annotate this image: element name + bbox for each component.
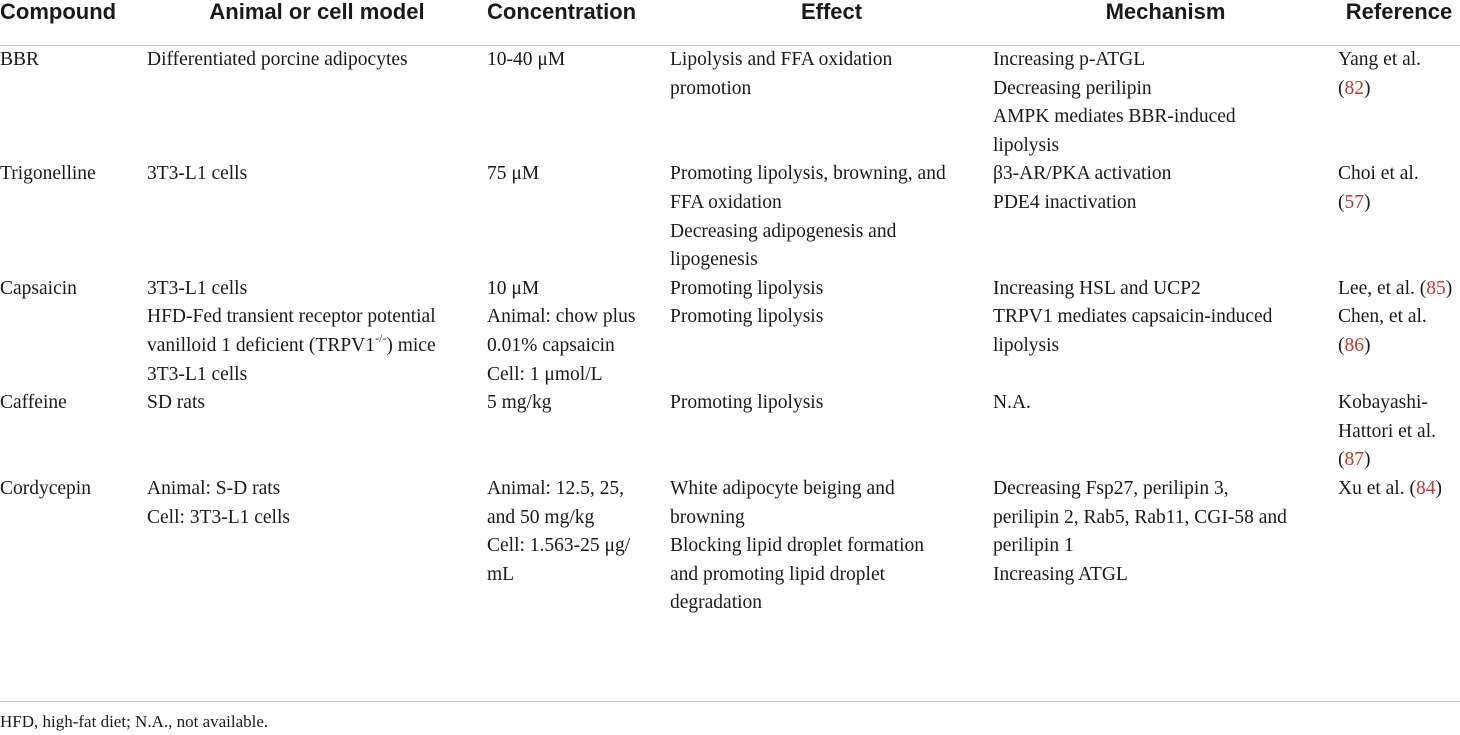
mechanism-cell bbox=[993, 303, 1338, 389]
table-row bbox=[0, 303, 1460, 389]
text-line: AMPK mediates BBR-induced bbox=[993, 106, 1236, 128]
paren: ( bbox=[1338, 449, 1345, 471]
text-line: Decreasing perilipin bbox=[993, 77, 1152, 99]
reference-link[interactable]: 87 bbox=[1344, 449, 1364, 471]
effect-cell bbox=[670, 275, 993, 304]
mechanism-cell bbox=[993, 160, 1338, 274]
text-line: Decreasing Fsp27, perilipin 3, bbox=[993, 477, 1229, 499]
model-cell bbox=[147, 475, 487, 618]
concentration-cell bbox=[487, 46, 670, 161]
mechanism-cell bbox=[993, 475, 1338, 618]
text-line: N.A. bbox=[993, 392, 1031, 414]
mechanism-cell bbox=[993, 46, 1338, 161]
paren: ( bbox=[1338, 334, 1345, 356]
reference-authors: Hattori et al. bbox=[1338, 420, 1437, 442]
reference-authors: Choi et al. bbox=[1338, 163, 1419, 185]
table-row bbox=[0, 475, 1460, 618]
text-line: Increasing p-ATGL bbox=[993, 49, 1146, 70]
header-concentration: Concentration bbox=[487, 0, 670, 46]
reference-cell bbox=[1338, 389, 1460, 475]
text-line: Lipolysis and FFA oxidation bbox=[670, 49, 893, 70]
model-cell bbox=[147, 303, 487, 389]
reference-cell bbox=[1338, 160, 1460, 274]
text-line: lipolysis bbox=[993, 134, 1060, 156]
header-compound: Compound bbox=[0, 0, 147, 46]
text-line: ) mice bbox=[386, 334, 436, 356]
text-line: Cell: 1 μmol/L bbox=[487, 363, 603, 385]
paren: ) bbox=[1435, 477, 1442, 499]
table-row bbox=[0, 160, 1460, 274]
reference-cell bbox=[1338, 275, 1460, 304]
text-line: Increasing HSL and UCP2 bbox=[993, 277, 1201, 299]
text-line: 75 μM bbox=[487, 163, 540, 185]
effect-cell bbox=[670, 160, 993, 274]
reference-authors: Yang et al. bbox=[1338, 49, 1422, 70]
reference-cell bbox=[1338, 303, 1460, 389]
concentration-cell bbox=[487, 160, 670, 274]
header-mechanism: Mechanism bbox=[993, 0, 1338, 46]
reference-link[interactable]: 57 bbox=[1344, 191, 1364, 213]
table-row bbox=[0, 389, 1460, 475]
paren: ) bbox=[1364, 191, 1371, 213]
text-line: 3T3-L1 cells bbox=[147, 363, 248, 385]
reference-cell bbox=[1338, 46, 1460, 161]
effect-cell bbox=[670, 46, 993, 161]
paren: ( bbox=[1409, 477, 1416, 499]
text-line: lipolysis bbox=[993, 334, 1060, 356]
reference-link[interactable]: 86 bbox=[1344, 334, 1364, 356]
text-line: browning bbox=[670, 506, 745, 528]
text-line: Blocking lipid droplet formation bbox=[670, 535, 925, 557]
compound-cell: Caffeine bbox=[0, 392, 67, 414]
reference-cell bbox=[1338, 475, 1460, 618]
text-line: White adipocyte beiging and bbox=[670, 477, 895, 499]
paren: ) bbox=[1364, 77, 1371, 99]
table-row bbox=[0, 275, 1460, 304]
superscript: -/- bbox=[375, 331, 387, 346]
text-line: 5 mg/kg bbox=[487, 392, 552, 414]
reference-link[interactable]: 82 bbox=[1344, 77, 1364, 99]
paren: ) bbox=[1364, 334, 1371, 356]
model-cell bbox=[147, 46, 487, 161]
table-footnote: HFD, high-fat diet; N.A., not available. bbox=[0, 712, 269, 731]
text-line: perilipin 2, Rab5, Rab11, CGI-58 and bbox=[993, 506, 1287, 528]
effect-cell bbox=[670, 475, 993, 618]
text-line: PDE4 inactivation bbox=[993, 191, 1137, 213]
text-line: Decreasing adipogenesis and bbox=[670, 220, 897, 242]
text-line: and 50 mg/kg bbox=[487, 506, 595, 528]
reference-authors: Xu et al. bbox=[1338, 477, 1405, 499]
text-line: promotion bbox=[670, 77, 752, 99]
footer-divider bbox=[0, 701, 1460, 702]
text-line: β3-AR/PKA activation bbox=[993, 163, 1172, 185]
reference-authors: Chen, et al. bbox=[1338, 306, 1427, 328]
compound-cell bbox=[0, 303, 147, 389]
text-line: perilipin 1 bbox=[993, 535, 1074, 557]
table-row bbox=[0, 46, 1460, 161]
text-line: Animal: S-D rats bbox=[147, 477, 281, 499]
compound-cell: Cordycepin bbox=[0, 477, 91, 499]
text-line: 3T3-L1 cells bbox=[147, 277, 248, 299]
text-line: HFD-Fed transient receptor potential bbox=[147, 306, 436, 328]
model-cell bbox=[147, 160, 487, 274]
header-model: Animal or cell model bbox=[147, 0, 487, 46]
paren: ( bbox=[1338, 77, 1345, 99]
concentration-cell bbox=[487, 275, 670, 304]
concentration-cell bbox=[487, 389, 670, 475]
text-line: lipogenesis bbox=[670, 249, 758, 271]
text-line: TRPV1 mediates capsaicin-induced bbox=[993, 306, 1273, 328]
text-line: vanilloid 1 deficient (TRPV1 bbox=[147, 334, 376, 356]
concentration-cell bbox=[487, 303, 670, 389]
header-effect: Effect bbox=[670, 0, 993, 46]
text-line: 10 μM bbox=[487, 277, 540, 299]
paren: ) bbox=[1364, 449, 1371, 471]
compound-cell: Trigonelline bbox=[0, 163, 96, 185]
paren: ( bbox=[1338, 191, 1345, 213]
mechanism-cell bbox=[993, 275, 1338, 304]
compound-cell: Capsaicin bbox=[0, 277, 77, 299]
text-line: Cell: 3T3-L1 cells bbox=[147, 506, 290, 528]
model-cell bbox=[147, 389, 487, 475]
reference-link[interactable]: 84 bbox=[1415, 477, 1436, 499]
text-line: Promoting lipolysis bbox=[670, 277, 824, 299]
text-line: 10-40 μM bbox=[487, 49, 566, 70]
text-line: Promoting lipolysis bbox=[670, 306, 824, 328]
header-reference: Reference bbox=[1338, 0, 1460, 46]
header-row bbox=[0, 0, 1460, 46]
text-line: 0.01% capsaicin bbox=[487, 334, 615, 356]
text-line: Promoting lipolysis, browning, and bbox=[670, 163, 946, 185]
model-cell bbox=[147, 275, 487, 304]
effect-cell bbox=[670, 389, 993, 475]
text-line: Differentiated porcine adipocytes bbox=[147, 49, 408, 70]
mechanism-cell bbox=[993, 389, 1338, 475]
reference-authors: Kobayashi- bbox=[1338, 392, 1428, 414]
reference-authors: Lee, et al. bbox=[1338, 277, 1415, 299]
text-line: and promoting lipid droplet bbox=[670, 563, 886, 585]
text-line: 3T3-L1 cells bbox=[147, 163, 248, 185]
paren: ) bbox=[1445, 277, 1453, 299]
text-line: Cell: 1.563-25 μg/ bbox=[487, 535, 631, 557]
concentration-cell bbox=[487, 475, 670, 618]
text-line: mL bbox=[487, 563, 515, 585]
text-line: degradation bbox=[670, 592, 763, 614]
text-line: Animal: chow plus bbox=[487, 306, 636, 328]
text-line: Increasing ATGL bbox=[993, 563, 1128, 585]
text-line: SD rats bbox=[147, 392, 205, 414]
reference-link[interactable]: 85 bbox=[1426, 277, 1446, 299]
text-line: Animal: 12.5, 25, bbox=[487, 477, 625, 499]
paren: ( bbox=[1419, 277, 1427, 299]
text-line: Promoting lipolysis bbox=[670, 392, 824, 414]
text-line: FFA oxidation bbox=[670, 191, 782, 213]
compound-cell: BBR bbox=[0, 49, 40, 70]
effect-cell bbox=[670, 303, 993, 389]
